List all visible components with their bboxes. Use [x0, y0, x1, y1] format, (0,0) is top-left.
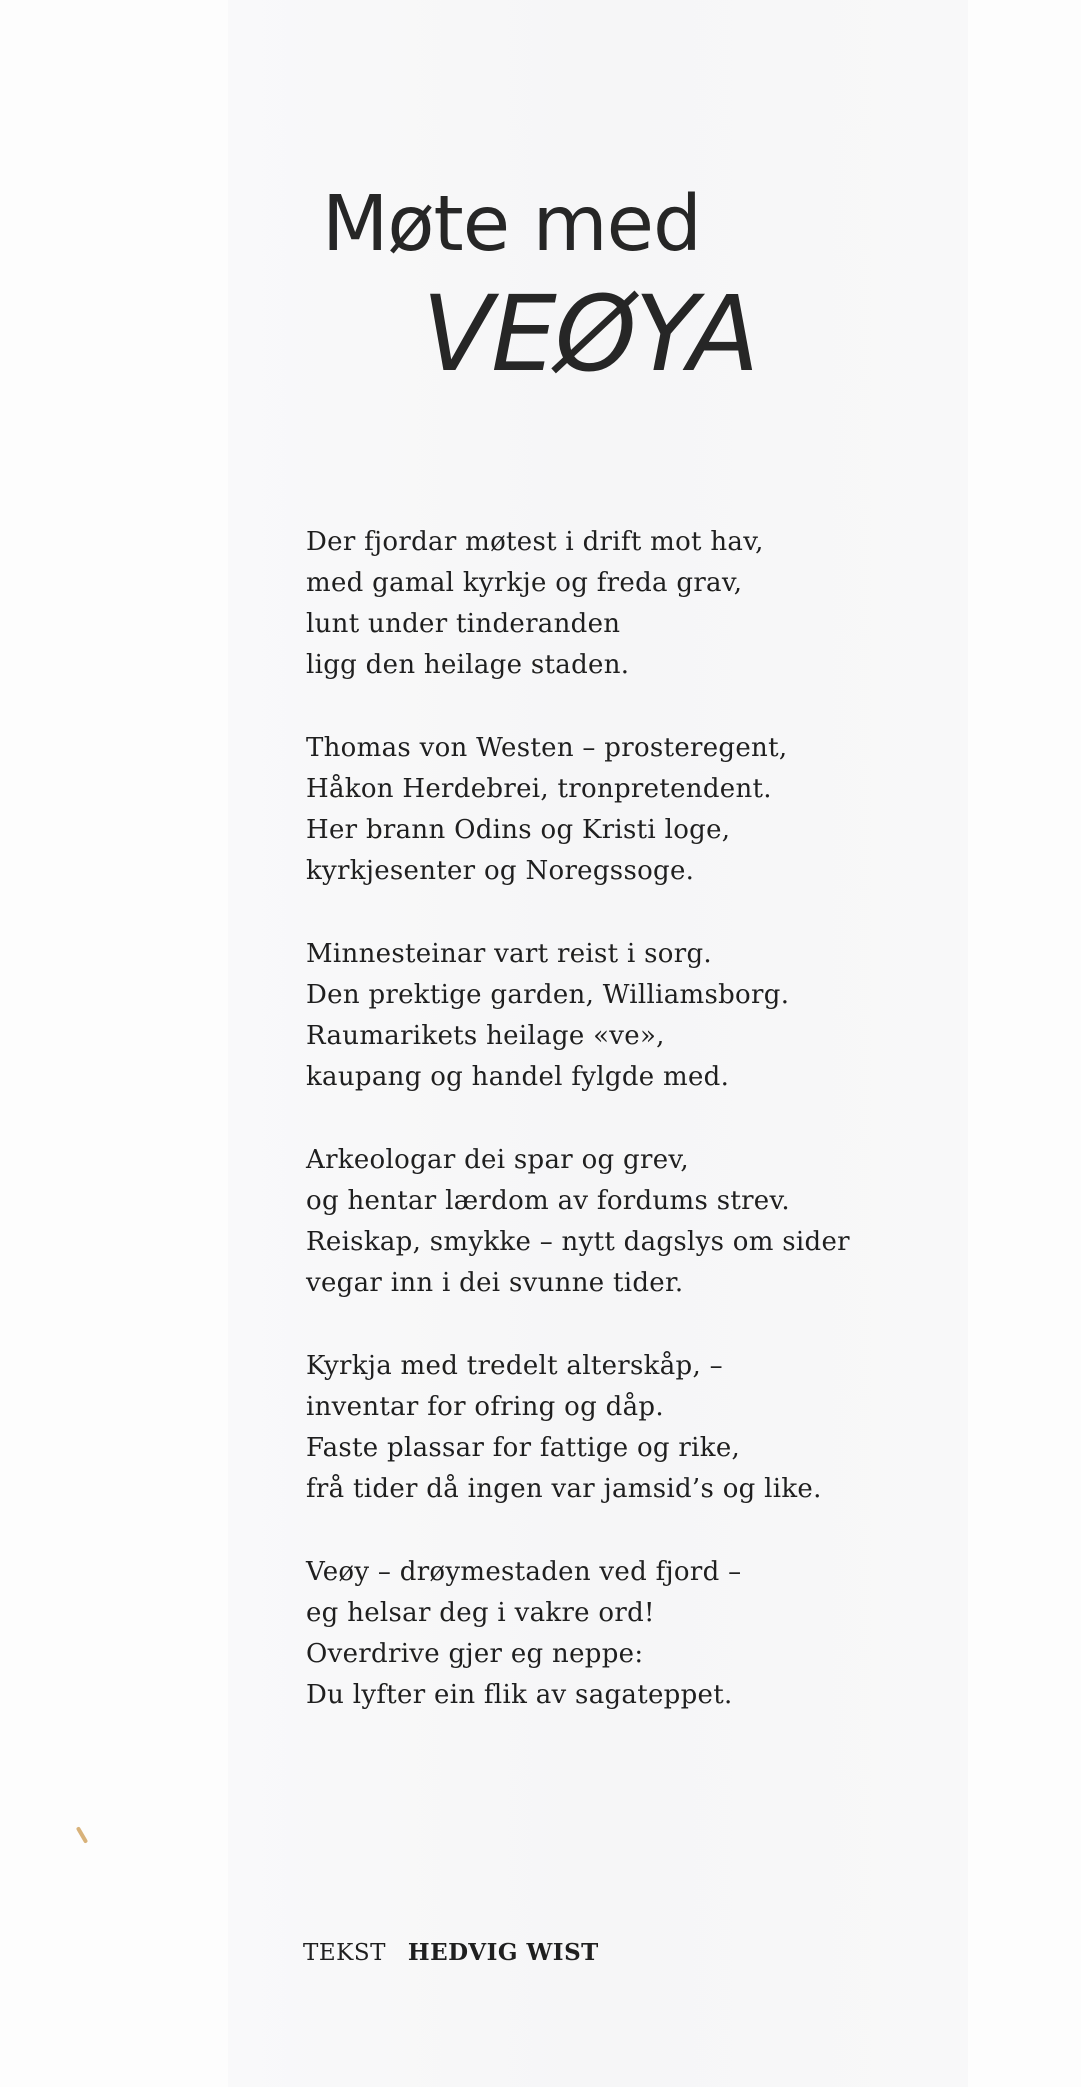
poem-line: Arkeologar dei spar og grev,: [306, 1145, 689, 1175]
poem-line: Raumarikets heilage «ve»,: [306, 1021, 665, 1051]
stanza-6: [306, 1552, 926, 1716]
poem: [306, 522, 926, 1758]
poem-line: inventar for ofring og dåp.: [306, 1392, 664, 1422]
poem-line: Overdrive gjer eg neppe:: [306, 1639, 644, 1669]
poem-line: eg helsar deg i vakre ord!: [306, 1598, 655, 1628]
poem-line: kyrkjesenter og Noregssoge.: [306, 856, 695, 886]
poem-line: Reiskap, smykke – nytt dagslys om sider: [306, 1227, 850, 1257]
poem-line: Her brann Odins og Kristi loge,: [306, 815, 731, 845]
stanza-4: [306, 1140, 926, 1304]
byline: [303, 1939, 599, 1966]
poem-line: vegar inn i dei svunne tider.: [306, 1268, 684, 1298]
poem-line: Veøy – drøymestaden ved fjord –: [306, 1557, 742, 1587]
stanza-2: [306, 728, 926, 892]
poem-line: Den prektige garden, Williamsborg.: [306, 980, 790, 1010]
stanza-1: [306, 522, 926, 686]
author-name: HEDVIG WIST: [407, 1939, 599, 1966]
poem-line: Thomas von Westen – prosteregent,: [306, 733, 788, 763]
byline-label: TEKST: [303, 1940, 386, 1966]
poem-line: Der fjordar møtest i drift mot hav,: [306, 527, 764, 557]
poem-line: Du lyfter ein flik av sagateppet.: [306, 1680, 733, 1710]
poem-line: frå tider då ingen var jamsid’s og like.: [306, 1474, 822, 1504]
title-line-1: Møte med: [322, 180, 701, 269]
poem-line: Kyrkja med tredelt alterskåp, –: [306, 1351, 723, 1381]
poem-line: Faste plassar for fattige og rike,: [306, 1433, 741, 1463]
title-line-2: VEØYA: [422, 273, 758, 395]
stanza-5: [306, 1346, 926, 1510]
poem-line: Minnesteinar vart reist i sorg.: [306, 939, 712, 969]
paper-speck: [76, 1826, 88, 1844]
poem-line: ligg den heilage staden.: [306, 650, 630, 680]
poem-line: kaupang og handel fylgde med.: [306, 1062, 730, 1092]
poem-line: lunt under tinderanden: [306, 609, 621, 639]
poem-line: med gamal kyrkje og freda grav,: [306, 568, 743, 598]
poem-line: Håkon Herdebrei, tronpretendent.: [306, 774, 772, 804]
poem-line: og hentar lærdom av fordums strev.: [306, 1186, 790, 1216]
stanza-3: [306, 934, 926, 1098]
